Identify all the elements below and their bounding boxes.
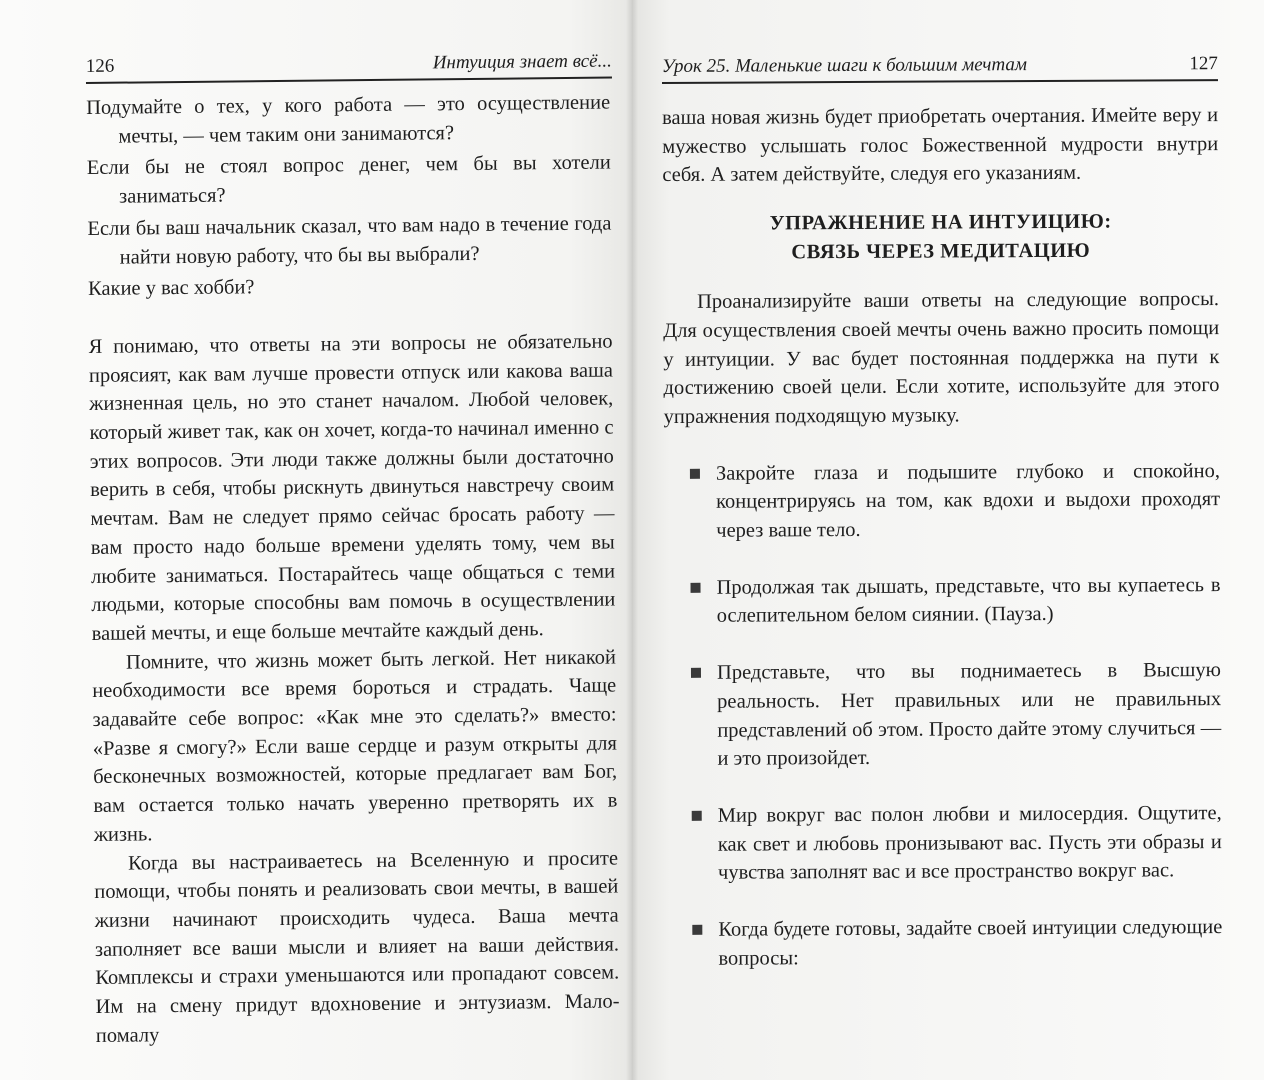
- question-item: Если бы ваш начальник сказал, что вам надо в течение года найти новую работу, что бы вы выбрали?: [87, 212, 612, 269]
- page-number: 127: [1189, 53, 1218, 75]
- right-page: [632, 0, 1264, 1080]
- question-item: Подумайте о тех, у кого работа — это осуществление мечты, — чем таким они занимаются?: [86, 91, 611, 148]
- square-bullet-icon: [690, 468, 700, 478]
- square-bullet-icon: [691, 668, 701, 678]
- question-item: Какие у вас хобби?: [87, 276, 255, 301]
- list-item-text: Мир вокруг вас полон любви и милосердия. Ощутите, как свет и любовь пронизывают вас. Пусть эти образы и чувства заполнят вас и все пространство вокруг вас.: [717, 802, 1222, 885]
- exercise-heading-line: СВЯЗЬ ЧЕРЕЗ МЕДИТАЦИЮ: [791, 239, 1091, 264]
- page-number: 126: [85, 55, 115, 78]
- paragraph: Я понимаю, что ответы на эти вопросы не обязательно проясият, как вам лучше провести отпуск или какова ваша жизненная цель, но это станет началом. Любой человек, который живет так, как он хочет, когда-то начинал именно с этих вопросов. Эти люди также должны были достаточно верить в себя, чтобы рискнуть двинуться навстречу своим мечтам. Вам не следует прямо сейчас бросать работу — вам просто надо больше времени уделять тому, чем вы любите заниматься. Постарайтесь чаще общаться с теми людьми, которые способны вам помочь в осуществлении вашей мечты, и еще больше мечтайте каждый день.: [88, 330, 616, 645]
- square-bullet-icon: [692, 925, 702, 935]
- square-bullet-icon: [691, 583, 701, 593]
- list-item: [666, 799, 1222, 888]
- list-item-text: Закройте глаза и подышите глубоко и спокойно, концентрируясь на том, как вдохи и выдохи проходят через ваше тело.: [715, 459, 1221, 542]
- list-item: [664, 571, 1220, 631]
- list-item-text: Когда будете готовы, задайте своей интуиции следующие вопросы:: [718, 916, 1223, 970]
- left-page-body: [86, 89, 620, 1051]
- paragraph: Помните, что жизнь может быть легкой. Нет никакой необходимости все время бороться и страдать. Чаще задавайте себе вопрос: «Как мне это сделать?» вместо: «Разве я смогу?» Если ваше сердце и разум открыты для бесконечных возможностей, которые предлагает вам Бог, вам остается только начать уверенно претворять их в жизнь.: [92, 646, 618, 846]
- running-title: Урок 25. Маленькие шаги к большим мечтам: [661, 54, 1028, 78]
- paragraph: Проанализируйте ваши ответы на следующие вопросы. Для осуществления своей мечты очень важно просить помощи у интуиции. У вас будет постоянная поддержка на пути к достижению своей цели. Если хотите, используйте для этого упражнения подходящую музыку.: [663, 288, 1220, 428]
- running-title: Интуиция знает всё...: [432, 50, 612, 74]
- paragraph: ваша новая жизнь будет приобретать очертания. Имейте веру и мужество услышать голос Божественной мудрости внутри себя. А затем действуйте, следуя его указаниям.: [662, 104, 1219, 187]
- list-item: [666, 913, 1222, 973]
- square-bullet-icon: [692, 811, 702, 821]
- list-item-text: Представьте, что вы поднимаетесь в Высшую реальность. Нет правильных или не правильных представлений об этом. Просто дайте этому случиться — и это произойдет.: [716, 659, 1222, 770]
- list-item-text: Продолжая так дышать, представьте, что вы купаетесь в ослепительном белом сиянии. (Пауза.): [716, 573, 1221, 628]
- exercise-heading: [663, 207, 1219, 268]
- book-gutter: [626, 0, 638, 1080]
- exercise-heading-line: УПРАЖНЕНИЕ НА ИНТУИЦИЮ:: [769, 210, 1112, 235]
- list-item: [665, 656, 1222, 774]
- right-page-header: [662, 51, 1218, 84]
- left-page-header: [86, 48, 612, 84]
- list-item: [664, 457, 1220, 546]
- paragraph: Когда вы настраиваетесь на Вселенную и просите помощи, чтобы понять и реализовать свои мечты, в вашей жизни начинают происходить чудеса. Ваша мечта заполняет все ваши мысли и влияет на ваши действия. Комплексы и страхи уменьшаются или пропадают совсем. Им на смену придут вдохновение и энтузиазм. Мало-помалу: [94, 847, 620, 1047]
- right-page-body: [662, 101, 1223, 973]
- question-item: Если бы не стоял вопрос денег, чем бы вы хотели заниматься?: [86, 151, 611, 208]
